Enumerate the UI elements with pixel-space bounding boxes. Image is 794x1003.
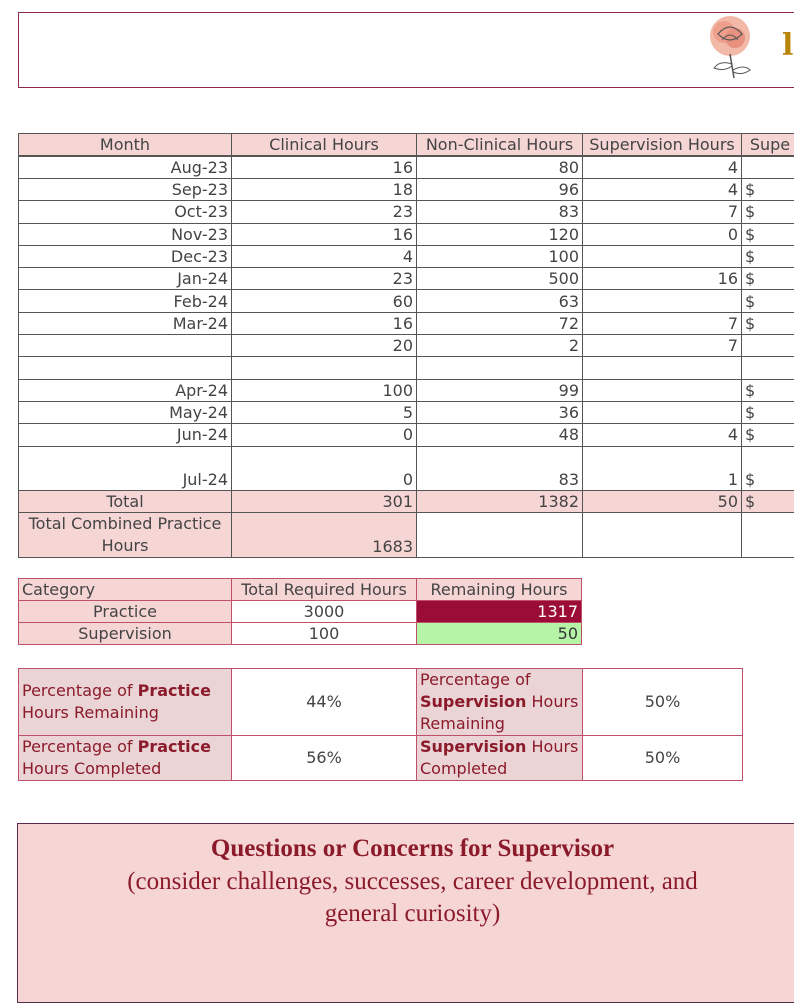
extra-cell bbox=[742, 335, 794, 357]
total-nonclinical: 1382 bbox=[417, 490, 583, 512]
extra-cell: $ bbox=[742, 201, 794, 223]
supervision-cell bbox=[583, 379, 742, 401]
extra-cell: $ bbox=[742, 379, 794, 401]
table-row bbox=[19, 357, 794, 379]
month-cell bbox=[19, 335, 232, 357]
nonclinical-cell: 120 bbox=[417, 223, 583, 245]
nonclinical-cell: 63 bbox=[417, 290, 583, 312]
month-cell: Sep-23 bbox=[19, 179, 232, 201]
table-row bbox=[19, 379, 794, 401]
percent-remaining-row bbox=[19, 669, 743, 736]
month-cell: Jan-24 bbox=[19, 268, 232, 290]
header-banner bbox=[18, 12, 794, 88]
clinical-cell: 16 bbox=[232, 312, 417, 334]
table-row bbox=[19, 446, 794, 490]
extra-cell: $ bbox=[742, 290, 794, 312]
month-cell: Mar-24 bbox=[19, 312, 232, 334]
clinical-cell bbox=[232, 357, 417, 379]
extra-cell: $ bbox=[742, 245, 794, 267]
clinical-cell: 0 bbox=[232, 424, 417, 446]
extra-cell: $ bbox=[742, 446, 794, 490]
combined-row bbox=[19, 512, 794, 557]
combined-label bbox=[19, 512, 232, 557]
questions-title: Questions or Concerns for Supervisor bbox=[18, 834, 794, 864]
nonclinical-cell: 2 bbox=[417, 335, 583, 357]
table-row bbox=[19, 201, 794, 223]
table-row bbox=[19, 424, 794, 446]
combined-empty-3 bbox=[742, 512, 794, 557]
supervision-cell: 4 bbox=[583, 156, 742, 179]
month-cell bbox=[19, 357, 232, 379]
supervision-required: 100 bbox=[232, 623, 417, 645]
combined-label-line1: Total Combined Practice bbox=[29, 514, 222, 533]
nonclinical-cell: 72 bbox=[417, 312, 583, 334]
clinical-cell: 16 bbox=[232, 223, 417, 245]
category-header: Category bbox=[19, 579, 232, 601]
table-row bbox=[19, 401, 794, 423]
extra-cell: $ bbox=[742, 268, 794, 290]
supervision-remaining: 50 bbox=[417, 623, 582, 645]
category-table bbox=[18, 578, 582, 645]
total-supervision: 50 bbox=[583, 490, 742, 512]
nonclinical-cell: 36 bbox=[417, 401, 583, 423]
month-cell: Feb-24 bbox=[19, 290, 232, 312]
supervision-remaining-label: Percentage of Supervision Hours Remaining bbox=[417, 669, 583, 736]
total-row bbox=[19, 490, 794, 512]
table-row bbox=[19, 268, 794, 290]
practice-row bbox=[19, 601, 582, 623]
nonclinical-cell: 83 bbox=[417, 446, 583, 490]
clinical-cell: 4 bbox=[232, 245, 417, 267]
nonclinical-cell bbox=[417, 357, 583, 379]
supervision-row bbox=[19, 623, 582, 645]
month-cell: Aug-23 bbox=[19, 156, 232, 179]
combined-empty-2 bbox=[583, 512, 742, 557]
combined-label-line2: Hours bbox=[102, 536, 149, 555]
nonclinical-cell: 100 bbox=[417, 245, 583, 267]
header-supervision: Supervision Hours bbox=[583, 134, 742, 157]
total-clinical: 301 bbox=[232, 490, 417, 512]
month-cell: Dec-23 bbox=[19, 245, 232, 267]
clinical-cell: 0 bbox=[232, 446, 417, 490]
remaining-header: Remaining Hours bbox=[417, 579, 582, 601]
supervision-remaining-pct: 50% bbox=[583, 669, 743, 736]
extra-cell: $ bbox=[742, 401, 794, 423]
clinical-cell: 23 bbox=[232, 268, 417, 290]
header-nonclinical: Non-Clinical Hours bbox=[417, 134, 583, 157]
monthly-hours-table bbox=[18, 133, 794, 558]
table-row bbox=[19, 156, 794, 179]
rose-icon bbox=[700, 10, 760, 80]
supervision-cell bbox=[583, 290, 742, 312]
nonclinical-cell: 80 bbox=[417, 156, 583, 179]
extra-cell bbox=[742, 156, 794, 179]
total-label: Total bbox=[19, 490, 232, 512]
supervision-cell bbox=[583, 401, 742, 423]
supervision-cell: 7 bbox=[583, 335, 742, 357]
supervision-completed-label: Supervision Hours Completed bbox=[417, 736, 583, 781]
extra-cell bbox=[742, 357, 794, 379]
combined-value: 1683 bbox=[232, 512, 417, 557]
clinical-cell: 60 bbox=[232, 290, 417, 312]
practice-completed-pct: 56% bbox=[232, 736, 417, 781]
nonclinical-cell: 99 bbox=[417, 379, 583, 401]
header-truncated: Supe bbox=[742, 134, 794, 157]
title-fragment: l bbox=[782, 28, 793, 63]
extra-cell: $ bbox=[742, 424, 794, 446]
supervision-cell: 4 bbox=[583, 179, 742, 201]
practice-remaining-pct: 44% bbox=[232, 669, 417, 736]
clinical-cell: 100 bbox=[232, 379, 417, 401]
month-cell: Jun-24 bbox=[19, 424, 232, 446]
practice-remaining: 1317 bbox=[417, 601, 582, 623]
questions-box[interactable] bbox=[17, 823, 794, 1003]
table-row bbox=[19, 245, 794, 267]
supervision-cell: 4 bbox=[583, 424, 742, 446]
month-cell: Nov-23 bbox=[19, 223, 232, 245]
table-row bbox=[19, 179, 794, 201]
month-cell: Oct-23 bbox=[19, 201, 232, 223]
total-extra: $ bbox=[742, 490, 794, 512]
clinical-cell: 20 bbox=[232, 335, 417, 357]
practice-remaining-label: Percentage of Practice Hours Remaining bbox=[19, 669, 232, 736]
supervision-cell: 0 bbox=[583, 223, 742, 245]
percentage-table bbox=[18, 668, 743, 781]
supervision-cell bbox=[583, 357, 742, 379]
month-cell: Jul-24 bbox=[19, 446, 232, 490]
table-header-row bbox=[19, 134, 794, 157]
clinical-cell: 16 bbox=[232, 156, 417, 179]
supervision-completed-pct: 50% bbox=[583, 736, 743, 781]
nonclinical-cell: 500 bbox=[417, 268, 583, 290]
practice-completed-label: Percentage of Practice Hours Completed bbox=[19, 736, 232, 781]
table-row bbox=[19, 335, 794, 357]
combined-empty-1 bbox=[417, 512, 583, 557]
extra-cell: $ bbox=[742, 179, 794, 201]
header-clinical: Clinical Hours bbox=[232, 134, 417, 157]
table-row bbox=[19, 312, 794, 334]
questions-subtitle: (consider challenges, successes, career development, and general curiosity) bbox=[18, 866, 794, 930]
category-header-row bbox=[19, 579, 582, 601]
extra-cell: $ bbox=[742, 223, 794, 245]
supervision-label: Supervision bbox=[19, 623, 232, 645]
nonclinical-cell: 96 bbox=[417, 179, 583, 201]
extra-cell: $ bbox=[742, 312, 794, 334]
nonclinical-cell: 83 bbox=[417, 201, 583, 223]
supervision-cell: 7 bbox=[583, 201, 742, 223]
practice-required: 3000 bbox=[232, 601, 417, 623]
supervision-cell bbox=[583, 245, 742, 267]
clinical-cell: 18 bbox=[232, 179, 417, 201]
percent-completed-row bbox=[19, 736, 743, 781]
header-month: Month bbox=[19, 134, 232, 157]
clinical-cell: 5 bbox=[232, 401, 417, 423]
clinical-cell: 23 bbox=[232, 201, 417, 223]
nonclinical-cell: 48 bbox=[417, 424, 583, 446]
supervision-cell: 7 bbox=[583, 312, 742, 334]
supervision-cell: 1 bbox=[583, 446, 742, 490]
month-cell: May-24 bbox=[19, 401, 232, 423]
table-row bbox=[19, 290, 794, 312]
table-row bbox=[19, 223, 794, 245]
required-header: Total Required Hours bbox=[232, 579, 417, 601]
practice-label: Practice bbox=[19, 601, 232, 623]
month-cell: Apr-24 bbox=[19, 379, 232, 401]
supervision-cell: 16 bbox=[583, 268, 742, 290]
